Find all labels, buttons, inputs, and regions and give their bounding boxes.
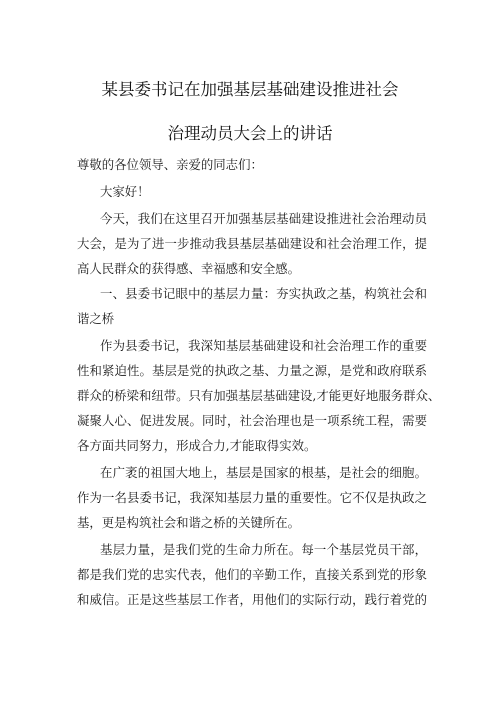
section-heading-line: 谐之桥	[77, 311, 115, 326]
paragraph-line: 都是我们党的忠实代表，他们的辛勤工作，直接关系到党的形象	[77, 567, 427, 582]
paragraph-line: 凝聚人心、促进发展。同时，社会治理也是一项系统工程，需要	[77, 413, 427, 428]
salutation: 尊敬的各位领导、亲爱的同志们：	[77, 157, 263, 172]
greeting: 大家好！	[100, 184, 150, 199]
paragraph-line: 和威信。正是这些基层工作者，用他们的实际行动，践行着党的	[77, 592, 427, 607]
paragraph-line: 各方面共同努力，形成合力,才能取得实效。	[77, 438, 317, 453]
paragraph-intro-line: 大会，是为了进一步推动我县基层基础建设和社会治理工作，提	[77, 236, 427, 251]
paragraph-intro-line: 今天，我们在这里召开加强基层基础建设推进社会治理动员	[100, 211, 427, 226]
document-title-line-1: 某县委书记在加强基层基础建设推进社会	[101, 80, 399, 99]
paragraph-line: 作为一名县委书记，我深知基层力量的重要性。它不仅是执政之	[77, 490, 427, 505]
paragraph-line: 基层力量，是我们党的生命力所在。每一个基层党员干部，	[100, 542, 427, 557]
section-heading-line: 一、县委书记眼中的基层力量：夯实执政之基，构筑社会和	[100, 286, 427, 301]
document-title-line-2: 治理动员大会上的讲话	[167, 124, 333, 143]
paragraph-line: 在广袤的祖国大地上，基层是国家的根基，是社会的细胞。	[100, 465, 427, 480]
paragraph-line: 作为县委书记，我深知基层基础建设和社会治理工作的重要	[100, 338, 427, 353]
paragraph-line: 基，更是构筑社会和谐之桥的关键所在。	[77, 515, 301, 530]
paragraph-line: 性和紧迫性。基层是党的执政之基、力量之源，是党和政府联系	[77, 363, 427, 378]
paragraph-intro-line: 高人民群众的获得感、幸福感和安全感。	[77, 261, 301, 276]
paragraph-line: 群众的桥梁和纽带。只有加强基层基础建设,才能更好地服务群众、	[77, 388, 441, 403]
